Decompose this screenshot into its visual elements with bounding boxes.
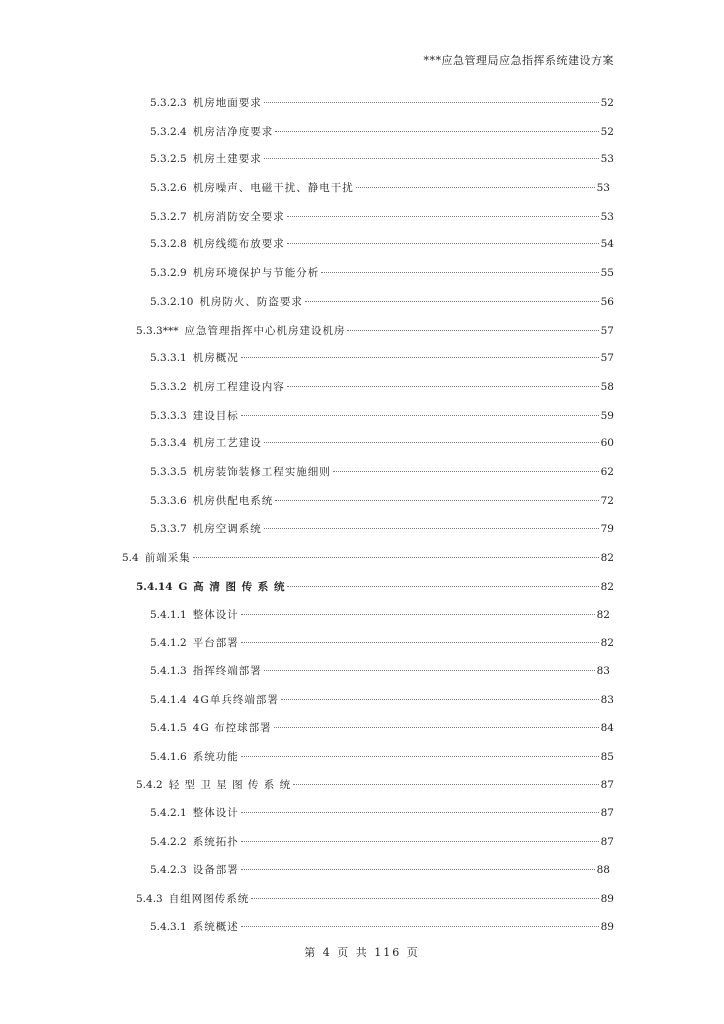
- toc-entry-number: 5.4.14: [136, 581, 173, 593]
- toc-entry-page: 52: [600, 126, 614, 138]
- toc-leader-dots: [287, 586, 598, 587]
- toc-entry-page: 89: [600, 921, 614, 933]
- toc-entry[interactable]: [150, 806, 614, 820]
- toc-entry-page: 87: [600, 836, 614, 848]
- toc-leader-dots: [287, 243, 599, 244]
- toc-entry-number: 5.3.2.7: [150, 211, 187, 223]
- toc-entry-number: 5.4.1.4: [150, 694, 187, 706]
- toc-entry-page: 87: [600, 807, 614, 819]
- toc-leader-dots: [347, 330, 598, 331]
- toc-leader-dots: [251, 898, 598, 899]
- toc-entry-number: 5.3.3***: [136, 325, 179, 337]
- toc-entry[interactable]: [150, 380, 614, 394]
- toc-entry-page: 53: [600, 153, 614, 165]
- toc-leader-dots: [356, 187, 595, 188]
- toc-entry[interactable]: [150, 920, 614, 934]
- toc-entry-title: 机房空调系统: [192, 523, 262, 535]
- toc-entry[interactable]: [150, 664, 610, 678]
- toc-entry-page: 83: [600, 694, 614, 706]
- toc-entry[interactable]: [136, 324, 614, 338]
- toc-entry-page: 62: [600, 466, 614, 478]
- toc-entry-title: 机房环境保护与节能分析: [192, 267, 320, 279]
- toc-entry-title: 机房土建要求: [192, 153, 262, 165]
- toc-entry-number: 5.4.2.2: [150, 836, 187, 848]
- toc-leader-dots: [287, 386, 599, 387]
- toc-entry-title: 机房洁净度要求: [192, 126, 274, 138]
- toc-entry-title: 4G 布控球部署: [192, 722, 272, 734]
- toc-leader-dots: [264, 442, 599, 443]
- toc-leader-dots: [241, 415, 599, 416]
- toc-entry[interactable]: [150, 465, 614, 479]
- toc-entry-page: 59: [600, 410, 614, 422]
- toc-entry-title: 机房地面要求: [192, 97, 262, 109]
- toc-entry[interactable]: [150, 863, 610, 877]
- toc-entry-title: 机房工程建设内容: [192, 381, 285, 393]
- toc-entry-number: 5.4.2.1: [150, 807, 187, 819]
- toc-leader-dots: [305, 301, 599, 302]
- toc-entry[interactable]: [150, 152, 614, 166]
- toc-entry-title: G 高 清 图 传 系 统: [178, 581, 286, 593]
- toc-leader-dots: [264, 528, 599, 529]
- toc-entry[interactable]: [150, 636, 614, 650]
- toc-leader-dots: [193, 557, 599, 558]
- toc-entry[interactable]: [150, 750, 614, 764]
- toc-entry-page: 79: [600, 523, 614, 535]
- toc-entry[interactable]: [150, 181, 610, 195]
- toc-leader-dots: [241, 642, 599, 643]
- toc-entry-number: 5.3.3.3: [150, 410, 187, 422]
- toc-leader-dots: [287, 216, 599, 217]
- toc-entry-page: 82: [600, 552, 614, 564]
- toc-leader-dots: [241, 357, 599, 358]
- toc-entry-number: 5.3.3.7: [150, 523, 187, 535]
- toc-entry-title: 系统概述: [192, 921, 239, 933]
- toc-entry-title: 建设目标: [192, 410, 239, 422]
- toc-entry[interactable]: [150, 125, 614, 139]
- toc-leader-dots: [333, 471, 599, 472]
- toc-entry-title: 机房消防安全要求: [192, 211, 285, 223]
- toc-entry-number: 5.3.3.5: [150, 466, 187, 478]
- toc-entry-number: 5.3.3.6: [150, 495, 187, 507]
- toc-entry-title: 整体设计: [192, 609, 239, 621]
- toc-leader-dots: [293, 784, 599, 785]
- toc-entry-title: 整体设计: [192, 807, 239, 819]
- toc-entry-page: 84: [600, 722, 614, 734]
- toc-entry[interactable]: [150, 522, 614, 536]
- toc-entry-title: 设备部署: [192, 864, 239, 876]
- toc-entry-number: 5.3.2.6: [150, 182, 187, 194]
- toc-entry-title: 机房供配电系统: [192, 495, 274, 507]
- toc-entry-title: 机房装饰装修工程实施细则: [192, 466, 331, 478]
- toc-leader-dots: [241, 812, 599, 813]
- toc-entry-title: 机房概况: [192, 352, 239, 364]
- toc-entry-number: 5.4: [122, 552, 139, 564]
- toc-entry[interactable]: [150, 721, 614, 735]
- toc-entry-number: 5.4.3.1: [150, 921, 187, 933]
- toc-entry[interactable]: [136, 778, 614, 792]
- toc-entry-number: 5.3.2.10: [150, 296, 194, 308]
- toc-entry-page: 82: [600, 637, 614, 649]
- toc-entry[interactable]: [150, 237, 614, 251]
- toc-entry-number: 5.3.2.3: [150, 97, 187, 109]
- toc-entry-number: 5.4.1.5: [150, 722, 187, 734]
- toc-entry[interactable]: [122, 551, 614, 565]
- toc-leader-dots: [241, 756, 599, 757]
- toc-entry[interactable]: [150, 693, 614, 707]
- toc-entry-title: 轻 型 卫 星 图 传 系 统: [168, 779, 292, 791]
- toc-entry-number: 5.4.3: [136, 893, 163, 905]
- toc-entry-page: 53: [596, 182, 610, 194]
- page-header: ***应急管理局应急指挥系统建设方案: [423, 54, 614, 67]
- toc-leader-dots: [264, 158, 599, 159]
- toc-entry-title: 自组网图传系统: [168, 893, 250, 905]
- toc-entry-page: 57: [600, 325, 614, 337]
- toc-leader-dots: [275, 131, 598, 132]
- toc-entry-page: 54: [600, 238, 614, 250]
- toc-entry-number: 5.3.2.5: [150, 153, 187, 165]
- toc-entry-title: 应急管理指挥中心机房建设机房: [184, 325, 346, 337]
- toc-entry[interactable]: [150, 835, 614, 849]
- toc-entry-page: 85: [600, 751, 614, 763]
- toc-entry-page: 82: [596, 609, 610, 621]
- toc-entry-page: 89: [600, 893, 614, 905]
- toc-entry-page: 58: [600, 381, 614, 393]
- toc-entry-title: 指挥终端部署: [192, 665, 262, 677]
- toc-leader-dots: [264, 670, 595, 671]
- toc-entry[interactable]: [150, 210, 614, 224]
- toc-entry-page: 56: [600, 296, 614, 308]
- toc-entry-title: 机房噪声、电磁干扰、静电干扰: [192, 182, 354, 194]
- toc-leader-dots: [241, 841, 599, 842]
- toc-entry[interactable]: [136, 892, 614, 906]
- toc-entry-title: 系统拓扑: [192, 836, 239, 848]
- toc-entry-number: 5.4.1.2: [150, 637, 187, 649]
- toc-entry[interactable]: [150, 409, 614, 423]
- toc-entry-title: 机房防火、防盗要求: [199, 296, 303, 308]
- toc-entry[interactable]: [150, 351, 614, 365]
- toc-entry-page: 87: [600, 779, 614, 791]
- toc-entry-page: 55: [600, 267, 614, 279]
- toc-entry-number: 5.4.2.3: [150, 864, 187, 876]
- toc-entry[interactable]: [150, 608, 610, 622]
- toc-entry-number: 5.3.3.1: [150, 352, 187, 364]
- toc-entry-number: 5.3.3.2: [150, 381, 187, 393]
- toc-leader-dots: [321, 272, 598, 273]
- toc-entry-page: 53: [600, 211, 614, 223]
- toc-entry-page: 52: [600, 97, 614, 109]
- toc-leader-dots: [275, 500, 598, 501]
- toc-entry-page: 57: [600, 352, 614, 364]
- toc-entry-title: 4G单兵终端部署: [192, 694, 279, 706]
- toc-entry-number: 5.3.3.4: [150, 437, 187, 449]
- toc-leader-dots: [281, 699, 599, 700]
- page-footer: 第 4 页 共 116 页: [304, 946, 420, 959]
- toc-entry-number: 5.3.2.9: [150, 267, 187, 279]
- toc-entry-title: 机房工艺建设: [192, 437, 262, 449]
- toc-entry[interactable]: [136, 580, 614, 594]
- toc-entry-number: 5.3.2.4: [150, 126, 187, 138]
- toc-entry-number: 5.4.1.1: [150, 609, 187, 621]
- toc-entry[interactable]: [150, 96, 614, 110]
- toc-entry-page: 82: [600, 581, 614, 593]
- toc-leader-dots: [241, 614, 595, 615]
- toc-entry[interactable]: [150, 494, 614, 508]
- toc-entry-page: 83: [596, 665, 610, 677]
- toc-entry[interactable]: [150, 436, 614, 450]
- toc-entry-title: 平台部署: [192, 637, 239, 649]
- toc-leader-dots: [241, 926, 599, 927]
- toc-entry[interactable]: [150, 295, 614, 309]
- toc-entry-page: 72: [600, 495, 614, 507]
- toc-entry-number: 5.4.1.3: [150, 665, 187, 677]
- toc-entry-number: 5.4.1.6: [150, 751, 187, 763]
- toc-leader-dots: [264, 102, 599, 103]
- toc-entry-number: 5.3.2.8: [150, 238, 187, 250]
- toc-entry-title: 系统功能: [192, 751, 239, 763]
- toc-leader-dots: [274, 727, 599, 728]
- toc-entry-title: 机房线缆布放要求: [192, 238, 285, 250]
- toc-entry-page: 60: [600, 437, 614, 449]
- toc-entry-title: 前端采集: [144, 552, 191, 564]
- toc-leader-dots: [241, 869, 595, 870]
- toc-entry-number: 5.4.2: [136, 779, 163, 791]
- toc-entry[interactable]: [150, 266, 614, 280]
- toc-entry-page: 88: [596, 864, 610, 876]
